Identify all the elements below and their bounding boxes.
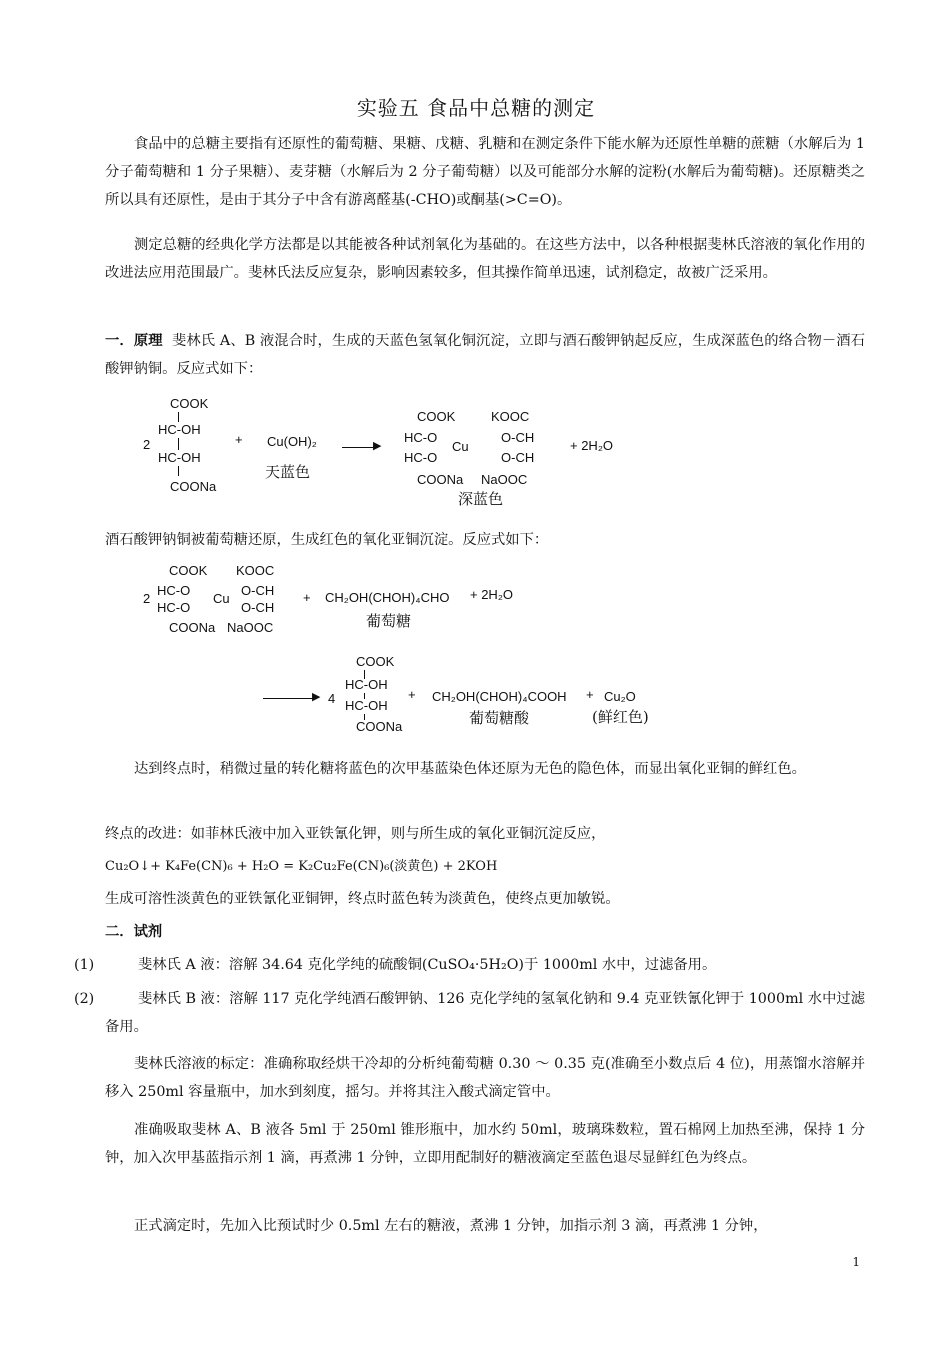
r2-cu2o-label: (鲜红色) xyxy=(592,708,649,726)
principle-paragraph xyxy=(105,327,865,383)
r2-plus-2: + xyxy=(408,687,416,702)
intro-paragraph-1: 食品中的总糖主要指有还原性的葡萄糖、果糖、戊糖、乳糖和在测定条件下能水解为还原性单糖的蔗糖（水解后为 1 分子葡萄糖和 1 分子果糖）、麦芽糖（水解后为 2 分子葡萄糖）以及可能部分水解的淀粉(水解后为葡萄糖)。还原糖类之所以具有还原性，是由于其分子中含有游离醛基(-CHO)或酮基(>C=O)。 xyxy=(105,136,865,208)
calibration-paragraph: 斐林氏溶液的标定：准确称取经烘干冷却的分析纯葡萄糖 0.30 ～ 0.35 克(准确至小数点后 4 位)，用蒸馏水溶解并移入 250ml 容量瓶中，加水到刻度，摇匀。并将其注入酸式滴定管中。 xyxy=(105,1056,865,1100)
r2-coef: 2 xyxy=(143,591,151,606)
r2-cook-2: COOK xyxy=(356,654,395,669)
r1-och-1: O-CH xyxy=(501,430,535,445)
reaction-1-diagram: COOK HC-OH 2 HC-OH COONa + Cu(OH)₂ 天蓝色 ▶ COOK KOOC HC-O Cu O-CH HC-O O-CH COONa NaOOC 深蓝色 + 2H₂O xyxy=(143,396,613,508)
r2-plus: + xyxy=(303,590,311,605)
soluble-text: 生成可溶性淡黄色的亚铁氰化亚铜钾，终点时蓝色转为淡黄色，使终点更加敏锐。 xyxy=(105,891,620,907)
r2-hco-2: HC-O xyxy=(157,600,191,615)
r1-reagent-label: 天蓝色 xyxy=(265,463,311,481)
titration-paragraph: 准确吸取斐林 A、B 液各 5ml 于 250ml 锥形瓶中，加水约 50ml，玻璃珠数粒，置石棉网上加热至沸，保持 1 分钟，加入次甲基蓝指示剂 1 滴，再煮沸 1 分钟，立即用配制好的糖液滴定至蓝色退尽显鲜红色为终点。 xyxy=(105,1122,865,1166)
reagent-2-number: (2) xyxy=(74,991,95,1007)
r1-plus: + xyxy=(235,432,243,447)
r1-product-label: 深蓝色 xyxy=(458,490,504,508)
r2-plus-3: + xyxy=(586,687,594,702)
r1-och-2: O-CH xyxy=(501,450,535,465)
r2-glucose-label: 葡萄糖 xyxy=(366,612,412,630)
r2-cook: COOK xyxy=(169,563,208,578)
r1-cu: Cu xyxy=(452,439,469,454)
r2-och-1: O-CH xyxy=(241,583,275,598)
r2-gluconic: CH₂OH(CHOH)₄COOH xyxy=(432,689,567,704)
r1-cook: COOK xyxy=(170,396,209,411)
r2-gluconic-label: 葡萄糖酸 xyxy=(469,709,530,727)
r2-cu: Cu xyxy=(213,591,230,606)
r1-coona-2: COONa xyxy=(417,472,464,487)
r1-hcoh-1: HC-OH xyxy=(158,422,201,437)
page-number: 1 xyxy=(852,1255,860,1269)
r2-hco-1: HC-O xyxy=(157,583,191,598)
text-reduction: 酒石酸钾钠铜被葡萄糖还原，生成红色的氧化亚铜沉淀。反应式如下： xyxy=(105,532,549,548)
r1-kooc: KOOC xyxy=(491,409,530,424)
r1-coef: 2 xyxy=(143,437,151,452)
r2-coona-2: COONa xyxy=(356,719,403,734)
r1-water: + 2H₂O xyxy=(570,438,613,453)
r1-hcoh-2: HC-OH xyxy=(158,450,201,465)
r2-och-2: O-CH xyxy=(241,600,275,615)
endpoint-paragraph: 达到终点时，稍微过量的转化糖将蓝色的次甲基蓝染色体还原为无色的隐色体，而显出氧化亚铜的鲜红色。 xyxy=(134,761,806,777)
r2-kooc: KOOC xyxy=(236,563,275,578)
equation-3: Cu₂O↓+ K₄Fe(CN)₆ + H₂O = K₂Cu₂Fe(CN)₆(淡黄色) + 2KOH xyxy=(105,859,498,874)
reagent-2-text: 斐林氏 B 液：溶解 117 克化学纯酒石酸钾钠、126 克化学纯的氢氧化钠和 9.4 克亚铁氰化钾于 1000ml 水中过滤备用。 xyxy=(105,991,865,1035)
r2-naooc: NaOOC xyxy=(227,620,274,635)
r1-naooc: NaOOC xyxy=(481,472,528,487)
r2-coona: COONa xyxy=(169,620,216,635)
reagent-1-text: 斐林氏 A 液：溶解 34.64 克化学纯的硫酸铜(CuSO₄·5H₂O)于 1000ml 水中，过滤备用。 xyxy=(138,957,717,973)
r1-coona: COONa xyxy=(170,479,217,494)
r2-cu2o: Cu₂O xyxy=(604,689,636,704)
r2-hcoh-2: HC-OH xyxy=(345,698,388,713)
r2-water: + 2H₂O xyxy=(470,587,513,602)
r2-hcoh-1: HC-OH xyxy=(345,677,388,692)
principle-text: 斐林氏 A、B 液混合时，生成的天蓝色氢氧化铜沉淀，立即与酒石酸钾钠起反应，生成深蓝色的络合物－酒石酸钾钠铜。反应式如下： xyxy=(105,333,866,377)
section-heading-reagents: 二．试剂 xyxy=(105,924,163,940)
r1-hco-2: HC-O xyxy=(404,450,438,465)
section-heading-principle: 一．原理 xyxy=(105,333,163,349)
r1-hco-1: HC-O xyxy=(404,430,438,445)
page-title: 实验五 食品中总糖的测定 xyxy=(356,96,596,120)
intro-paragraph-2: 测定总糖的经典化学方法都是以其能被各种试剂氧化为基础的。在这些方法中，以各种根据斐林氏溶液的氧化作用的改进法应用范围最广。斐林氏法反应复杂，影响因素较多，但其操作简单迅速，试剂稳定，故被广泛采用。 xyxy=(105,237,865,281)
reaction-2-diagram: COOK KOOC 2 HC-O Cu O-CH HC-O O-CH COONa NaOOC + CH₂OH(CHOH)₄CHO 葡萄糖 + 2H₂O ▶ 4 COOK HC-OH HC-OH COONa + CH₂OH(CHOH)₄COOH 葡萄糖酸 + Cu₂O (鲜红色) xyxy=(143,563,649,734)
formal-titration-paragraph: 正式滴定时，先加入比预试时少 0.5ml 左右的糖液，煮沸 1 分钟，加指示剂 3 滴，再煮沸 1 分钟， xyxy=(134,1218,768,1234)
r2-glucose: CH₂OH(CHOH)₄CHO xyxy=(325,590,450,605)
reagent-1-number: (1) xyxy=(74,957,95,973)
r1-reagent: Cu(OH)₂ xyxy=(267,434,317,449)
r2-coef2: 4 xyxy=(328,691,336,706)
r1-cook-2: COOK xyxy=(417,409,456,424)
endpoint-improvement-text: 终点的改进：如菲林氏液中加入亚铁氰化钾，则与所生成的氧化亚铜沉淀反应， xyxy=(105,826,606,842)
